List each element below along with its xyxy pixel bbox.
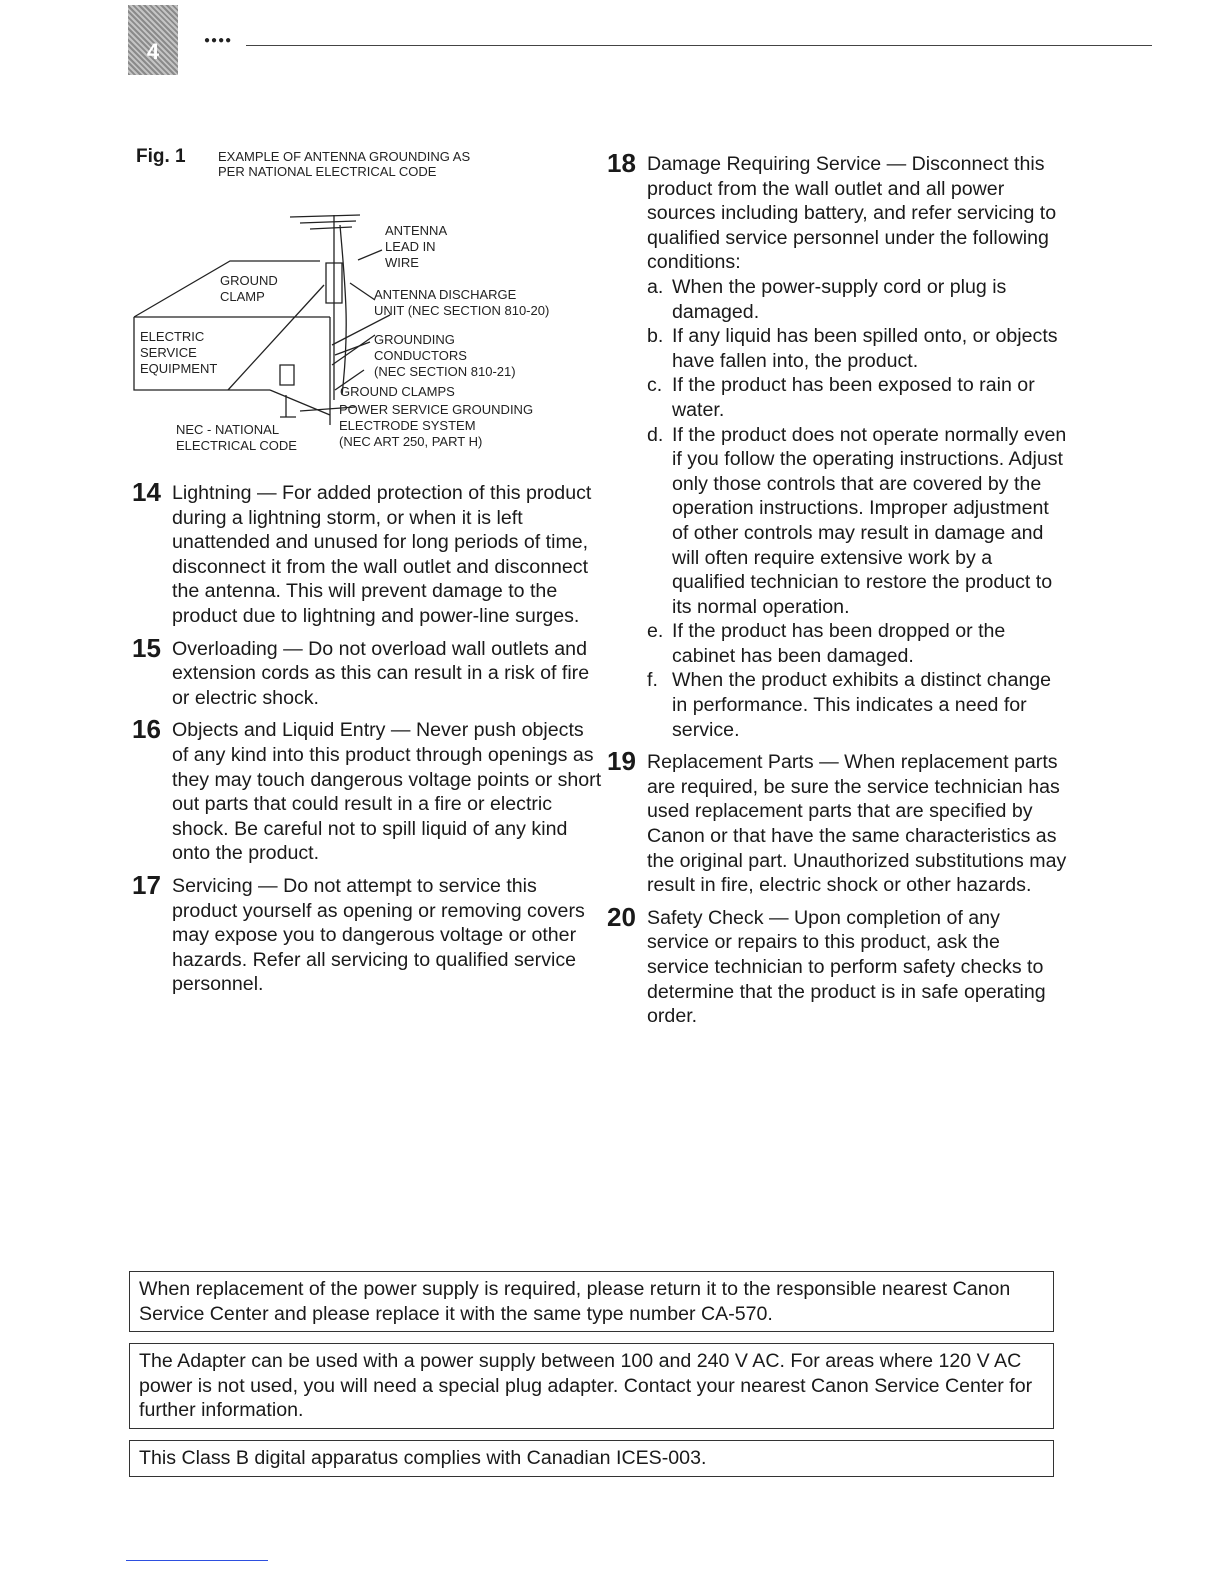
figure-label: Fig. 1 [136,146,186,167]
safety-item-20 [607,901,1067,1029]
figure-caption-line: PER NATIONAL ELECTRICAL CODE [218,164,437,179]
figure-caption-line: EXAMPLE OF ANTENNA GROUNDING AS [218,149,471,164]
ground-rod [280,395,296,417]
condition-text: When the power-supply cord or plug is damaged. [672,275,1007,323]
item-number: 16 [132,714,161,745]
item-text: Overloading — Do not overload wall outlets and extension cords as this can result in a risk of fire or electric shock. [172,637,590,709]
item-number: 20 [607,901,636,932]
right-column [607,148,1067,1037]
item-text: Lightning — For added protection of this product during a lightning storm, or when it is left unattended and unused for long periods of time, disconnect it from the wall outlet and disconnect the antenna. This will prevent damage to the product due to lightning and power-line surges. [172,482,592,627]
item-number: 14 [132,477,161,507]
safety-item-18 [607,148,1067,742]
condition-text: When the product exhibits a distinct change in performance. This indicates a need for service. [672,669,1052,741]
condition-list [647,275,1067,742]
label-wire: WIRE [385,255,419,270]
bottom-rule [126,1560,268,1561]
item-number: 15 [132,632,161,663]
electric-box [280,365,294,385]
lead-in-wire [340,225,346,395]
label-equipment: EQUIPMENT [140,361,218,376]
label-grounding: GROUNDING [374,332,455,347]
condition-f [647,668,1067,742]
condition-d [647,423,1067,620]
condition-letter: a. [647,275,664,298]
antenna-grounding-diagram [120,205,600,465]
item-text: Safety Check — Upon completion of any service or repairs to this product, ask the service technician to perform safety checks to determine that the product is in safe operating order. [647,906,1046,1028]
safety-item-17 [132,869,602,997]
item-number: 18 [607,148,636,178]
condition-text: If the product does not operate normally even if you follow the operating instructions. Adjust only those controls that are covered by the operation instructions. Improper adjustment of other controls may result in damage and will often require extensive work by a qualified technician to restore the product to its normal operation. [672,423,1067,618]
item-text: Servicing — Do not attempt to service this product yourself as opening or removing covers may expose you to dangerous voltage or other hazards. Refer all servicing to qualified service personnel. [172,874,585,996]
safety-item-14 [132,477,602,629]
condition-a [647,275,1067,324]
safety-item-15 [132,632,602,711]
header-rule [246,45,1152,46]
condition-letter: d. [647,423,664,446]
condition-text: If the product has been dropped or the cabinet has been damaged. [672,620,1006,667]
condition-c [647,373,1067,422]
label-service: SERVICE [140,345,197,360]
condition-text: If the product has been exposed to rain or water. [672,374,1035,421]
condition-letter: c. [647,374,663,397]
label-antenna: ANTENNA [385,223,448,238]
antenna-element [290,215,360,229]
ices-notice: This Class B digital apparatus complies with Canadian ICES-003. [129,1440,1054,1477]
safety-item-19 [607,746,1067,898]
label-ground-clamps: GROUND CLAMPS [340,384,455,399]
ground-line [270,390,330,415]
header-dots: ●●●● [204,35,233,46]
label-discharge-nec: UNIT (NEC SECTION 810-20) [374,303,550,318]
label-electrical-code: ELECTRICAL CODE [176,438,297,453]
item-text: Damage Requiring Service — Disconnect this product from the wall outlet and all power sources including battery, and refer servicing to qualified service personnel under the following conditions: [647,153,1057,274]
condition-letter: f. [647,669,658,692]
item-number: 17 [132,869,161,900]
adapter-notice: The Adapter can be used with a power supply between 100 and 240 V AC. For areas where 120 V AC power is not used, you will need a special plug adapter. Contact your nearest Canon Service Center for further information. [129,1343,1054,1429]
label-clamp: CLAMP [220,289,265,304]
figure-caption [218,149,470,179]
label-lead-in: LEAD IN [385,239,436,254]
label-nec-national: NEC - NATIONAL [176,422,280,437]
condition-text: If any liquid has been spilled onto, or objects have fallen into, the product. [672,325,1058,372]
left-column [132,477,602,1005]
label-electric: ELECTRIC [140,329,205,344]
item-number: 19 [607,746,636,777]
label-conductors: CONDUCTORS [374,348,467,363]
label-conductors-nec: (NEC SECTION 810-21) [374,364,516,379]
label-power-service: POWER SERVICE GROUNDING [339,402,534,417]
page-number: 4 [146,39,160,64]
condition-b [647,324,1067,373]
condition-letter: b. [647,325,664,348]
page-number-tab [128,5,178,75]
label-discharge: ANTENNA DISCHARGE [374,287,517,302]
condition-letter: e. [647,620,664,643]
label-electrode-system: ELECTRODE SYSTEM [339,418,476,433]
label-ground: GROUND [220,273,278,288]
condition-e [647,619,1067,668]
safety-item-16 [132,714,602,866]
item-text: Objects and Liquid Entry — Never push objects of any kind into this product through openings as they may touch dangerous voltage points or short out parts that could result in a fire or electric shock. Be careful not to spill liquid of any kind onto the product. [172,719,602,865]
label-nec-art: (NEC ART 250, PART H) [339,434,483,449]
item-text: Replacement Parts — When replacement parts are required, be sure the service technician has used replacement parts that are specified by Canon or that have the same characteristics as the original part. Unauthorized substitutions may result in fire, electric shock or other hazards. [647,751,1067,897]
power-supply-notice: When replacement of the power supply is required, please return it to the responsible nearest Canon Service Center and please replace it with the same type number CA-570. [129,1271,1054,1332]
